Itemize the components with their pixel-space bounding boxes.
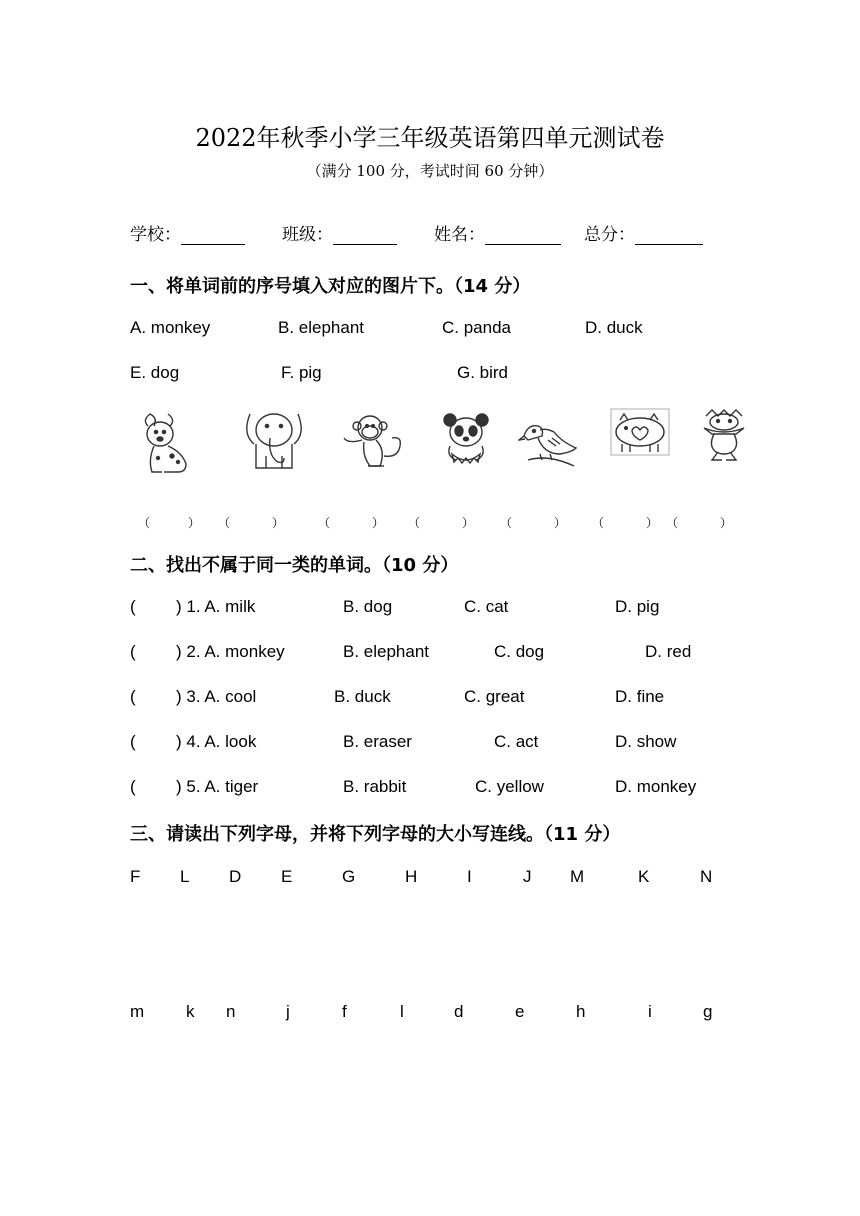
lowercase-letter[interactable]: j [286,1002,290,1021]
school-field [130,220,245,245]
uppercase-letter[interactable]: H [405,867,418,886]
answer-paren-close: ） [554,516,567,530]
answer-paren-open: （ [500,516,513,530]
uppercase-letter[interactable]: F [130,867,141,886]
question-option-c: C. cat [464,597,509,616]
word-option: D. duck [585,318,643,337]
answer-paren-close: ） [372,516,385,530]
word-option: F. pig [281,363,322,382]
duck-picture [696,406,752,464]
name-field [434,220,561,245]
page-title: 2022年秋季小学三年级英语第四单元测试卷 [195,124,665,152]
question-option-d: D. monkey [615,777,697,796]
answer-paren-open[interactable]: ( [130,732,136,751]
question-option-b: B. dog [343,597,393,616]
name-blank[interactable] [485,228,561,245]
answer-paren-close: ） [188,516,201,530]
lowercase-letter[interactable]: e [515,1002,525,1021]
uppercase-letter[interactable]: D [229,867,242,886]
uppercase-letter[interactable]: K [638,867,650,886]
lowercase-letter[interactable]: f [342,1002,347,1021]
answer-paren-close: ） [720,516,733,530]
word-option: C. panda [442,318,511,337]
answer-paren-close: ） [272,516,285,530]
question-option-a: ) 3. A. cool [176,687,257,706]
question-option-b: B. duck [334,687,391,706]
answer-paren-close: ） [462,516,475,530]
uppercase-letter[interactable]: M [570,867,585,886]
section2-heading: 二、找出不属于同一类的单词。（10 分） [130,555,459,576]
page-subtitle: （满分 100 分，考试时间 60 分钟） [306,162,554,180]
answer-paren-open[interactable]: ( [130,597,136,616]
answer-paren-open: （ [592,516,605,530]
answer-paren-close: ） [646,516,659,530]
question-option-b: B. eraser [343,732,412,751]
lowercase-letter[interactable]: d [454,1002,464,1021]
total-blank[interactable] [635,228,703,245]
question-option-d: D. pig [615,597,660,616]
lowercase-letter[interactable]: i [648,1002,652,1021]
question-option-a: ) 2. A. monkey [176,642,285,661]
lowercase-letter[interactable]: k [186,1002,195,1021]
lowercase-letter[interactable]: n [226,1002,236,1021]
question-option-a: ) 1. A. milk [176,597,256,616]
answer-paren-open: （ [138,516,151,530]
section1-heading: 一、将单词前的序号填入对应的图片下。（14 分） [130,276,531,297]
question-option-c: C. act [494,732,539,751]
elephant-picture [240,406,308,474]
question-option-b: B. elephant [343,642,430,661]
question-option-c: C. dog [494,642,545,661]
panda-picture [440,412,492,468]
question-option-d: D. red [645,642,692,661]
uppercase-letter[interactable]: I [467,867,472,886]
pig-picture [610,408,670,458]
lowercase-letter[interactable]: h [576,1002,586,1021]
class-field [282,220,397,245]
answer-paren-open[interactable]: ( [130,687,136,706]
answer-paren-open: （ [218,516,231,530]
answer-paren-open[interactable]: ( [130,777,136,796]
uppercase-letter[interactable]: E [281,867,293,886]
total-label: 总分： [584,225,635,245]
uppercase-letter[interactable]: G [342,867,356,886]
school-blank[interactable] [181,228,245,245]
word-option: E. dog [130,363,180,382]
uppercase-letter[interactable]: L [180,867,190,886]
lowercase-letter[interactable]: l [400,1002,404,1021]
class-blank[interactable] [333,228,397,245]
question-option-c: C. yellow [475,777,544,796]
section3-heading: 三、请读出下列字母，并将下列字母的大小写连线。（11 分） [130,824,621,845]
question-option-b: B. rabbit [343,777,407,796]
lowercase-letter[interactable]: m [130,1002,145,1021]
question-option-a: ) 5. A. tiger [176,777,259,796]
class-label: 班级： [282,225,333,245]
bird-picture [518,410,578,472]
uppercase-letter[interactable]: N [700,867,713,886]
uppercase-letter[interactable]: J [523,867,532,886]
total-field [584,220,703,245]
question-option-c: C. great [464,687,525,706]
name-label: 姓名： [434,225,485,245]
answer-paren-open: （ [666,516,679,530]
word-option: B. elephant [278,318,365,337]
answer-paren-open: （ [318,516,331,530]
school-label: 学校： [130,225,181,245]
word-option: G. bird [457,363,509,382]
question-option-a: ) 4. A. look [176,732,257,751]
word-option: A. monkey [130,318,211,337]
dog-picture [132,410,198,478]
lowercase-letter[interactable]: g [703,1002,713,1021]
answer-paren-open[interactable]: ( [130,642,136,661]
question-option-d: D. fine [615,687,665,706]
answer-paren-open: （ [408,516,421,530]
monkey-picture [340,410,408,472]
question-option-d: D. show [615,732,677,751]
